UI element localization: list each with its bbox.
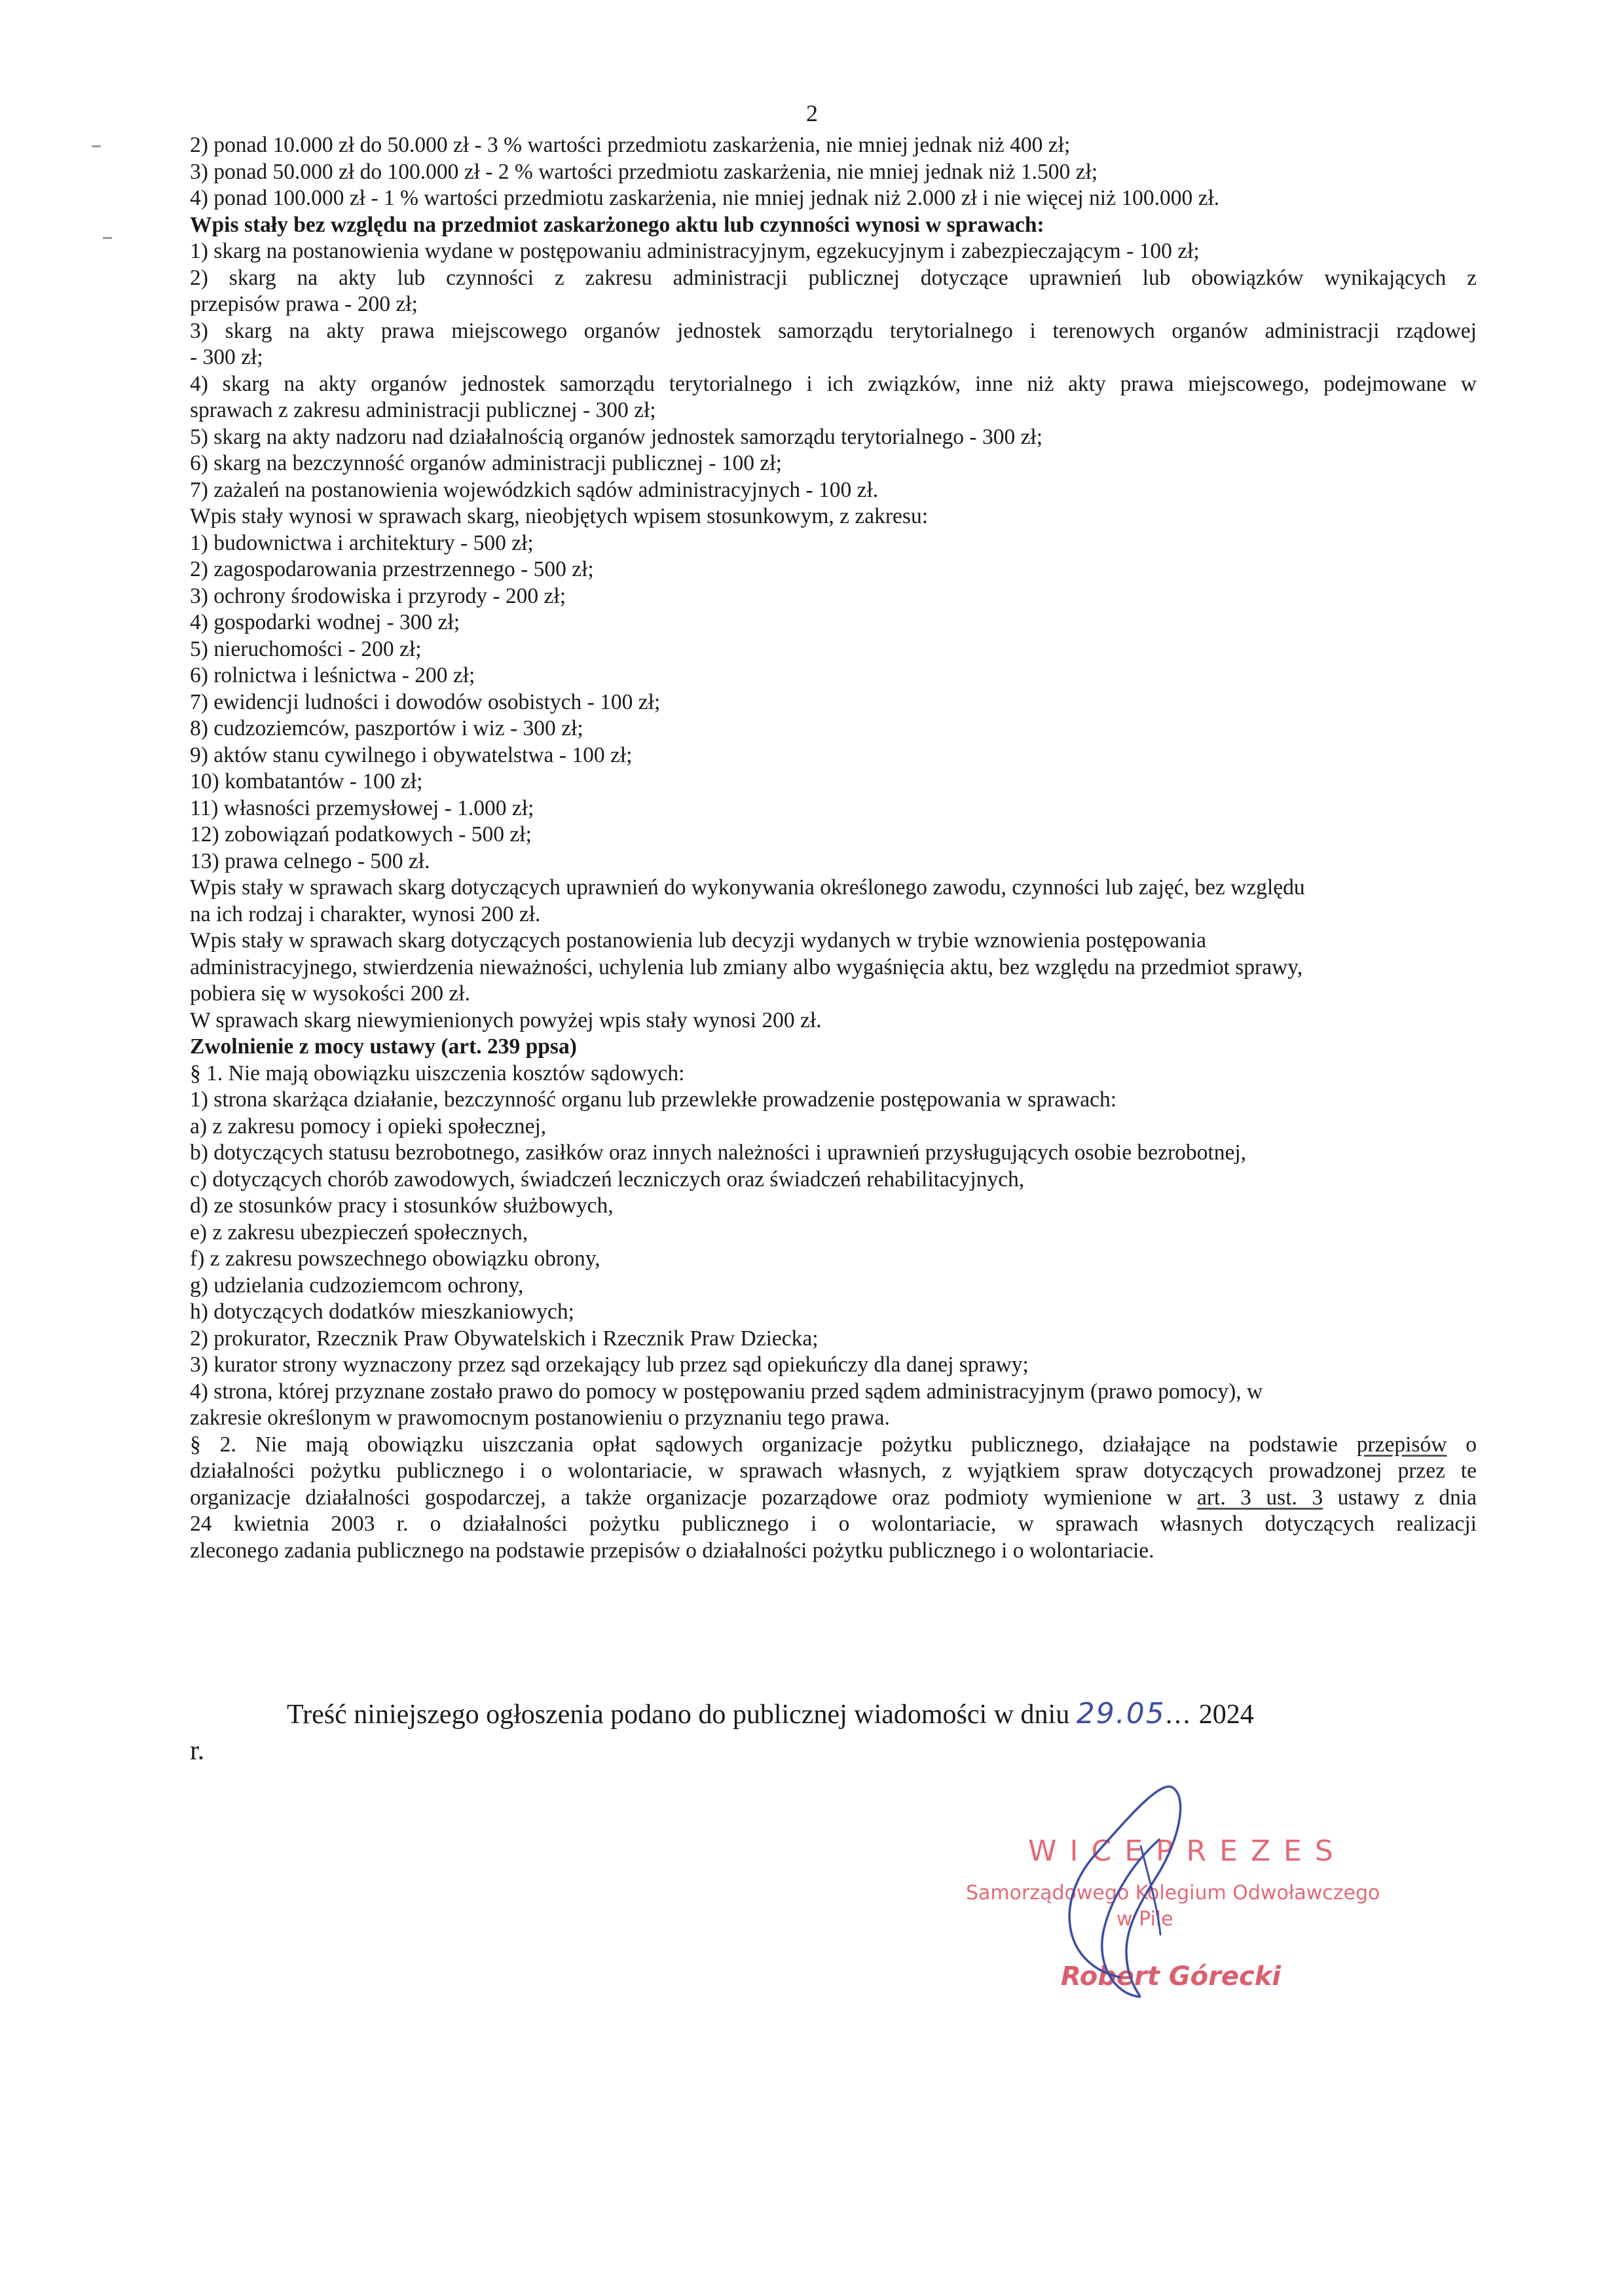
subject-fee-item: 5) nieruchomości - 200 zł; <box>190 636 422 661</box>
announcement-text: Treść niniejszego ogłoszenia podano do publicznej wiadomości w dniu <box>287 1700 1070 1730</box>
exemption-sub-item: d) ze stosunków pracy i stosunków służbowych, <box>190 1194 614 1218</box>
reopening-fee-line: pobiera się w wysokości 200 zł. <box>190 981 470 1006</box>
fixed-fee-item-cont: przepisów prawa - 200 zł; <box>190 292 418 316</box>
fixed-fee-heading: Wpis stały bez względu na przedmiot zaskarżonego aktu lub czynności wynosi w sprawach: <box>190 212 1044 237</box>
exemption-s2-text: organizacje działalności gospodarczej, a także organizacje pozarządowe oraz podmioty wymienione w <box>190 1485 1183 1510</box>
profession-fee-line: Wpis stały w sprawach skarg dotyczących uprawnień do wykonywania określonego zawodu, czynności lub zajęć, bez względu <box>190 875 1305 900</box>
exemption-point: 3) kurator strony wyznaczony przez sąd orzekający lub przez sąd opiekuńczy dla danej sprawy; <box>190 1353 1029 1377</box>
subject-fee-item: 13) prawa celnego - 500 zł. <box>190 848 430 873</box>
official-stamp <box>963 1768 1421 2043</box>
fixed-fee-item: 7) zażaleń na postanowienia wojewódzkich sądów administracyjnych - 100 zł. <box>190 477 879 502</box>
exemption-s2-line <box>190 1432 1477 1459</box>
profession-fee-line: na ich rodzaj i charakter, wynosi 200 zł. <box>190 902 541 926</box>
exemption-s2-line: zleconego zadania publicznego na podstawie przepisów o działalności pożytku publicznego i o wolontariacie. <box>190 1538 1154 1563</box>
stamp-institution: Samorządowego Kolegium Odwoławczego <box>966 1882 1380 1904</box>
fixed-fee-item: 6) skarg na bezczynność organów administracji publicznej - 100 zł; <box>190 451 782 475</box>
date-dots: ... <box>1165 1700 1192 1730</box>
subject-fee-intro: Wpis stały wynosi w sprawach skarg, nieobjętych wpisem stosunkowym, z zakresu: <box>190 504 929 528</box>
subject-fee-item: 10) kombatantów - 100 zł; <box>190 769 423 793</box>
fixed-fee-item: 1) skarg na postanowienia wydane w postępowaniu administracyjnym, egzekucyjnym i zabezpieczającym - 100 zł; <box>190 239 1200 263</box>
exemption-s2-line: 24 kwietnia 2003 r. o działalności pożytku publicznego i o wolontariacie, w sprawach własnych dotyczących realizacji <box>190 1512 1477 1536</box>
exemption-sub-item: h) dotyczących dodatków mieszkaniowych; <box>190 1300 574 1324</box>
exemption-sub-item: b) dotyczących statusu bezrobotnego, zasiłków oraz innych należności i uprawnień przysługujących osobie bezrobotnej, <box>190 1140 1247 1165</box>
exemption-point: 2) prokurator, Rzecznik Praw Obywatelskich i Rzecznik Praw Dziecka; <box>190 1326 819 1351</box>
stamp-city: w Pile <box>1116 1908 1173 1931</box>
exemption-sub-item: g) udzielania cudzoziemcom ochrony, <box>190 1273 524 1298</box>
stamp-title: WICEPREZES <box>1028 1834 1346 1868</box>
scan-mark <box>103 237 112 239</box>
fixed-fee-item: 5) skarg na akty nadzoru nad działalnością organów jednostek samorządu terytorialnego - 300 zł; <box>190 424 1043 449</box>
exemption-sub-item: f) z zakresu powszechnego obowiązku obrony, <box>190 1247 600 1271</box>
art-3-ust-3-link[interactable]: art. 3 ust. 3 <box>1196 1485 1323 1510</box>
fixed-fee-item-cont: sprawach z zakresu administracji publicznej - 300 zł; <box>190 398 656 422</box>
subject-fee-item: 9) aktów stanu cywilnego i obywatelstwa - 100 zł; <box>190 742 633 767</box>
exemption-s2-text: ustawy z dnia <box>1337 1485 1477 1510</box>
subject-fee-item: 8) cudzoziemców, paszportów i wiz - 300 zł; <box>190 716 583 740</box>
stamp-name: Robert Górecki <box>1061 1961 1282 1992</box>
subject-fee-item: 4) gospodarki wodnej - 300 zł; <box>190 610 460 634</box>
fixed-fee-item: 2) skarg na akty lub czynności z zakresu administracji publicznej dotyczące uprawnień lub obowiązków wynikających z <box>190 265 1477 290</box>
subject-fee-item: 11) własności przemysłowej - 1.000 zł; <box>190 795 534 820</box>
fee-line: 2) ponad 10.000 zł do 50.000 zł - 3 % wartości przedmiotu zaskarżenia, nie mniej jednak niż 400 zł; <box>190 133 1071 157</box>
announcement-suffix: r. <box>190 1736 205 1766</box>
fixed-fee-item-cont: - 300 zł; <box>190 345 263 369</box>
exemption-s2-text: § 2. Nie mają obowiązku uiszczania opłat sądowych organizacje pożytku publicznego, działające na podstawie <box>190 1432 1338 1457</box>
exemption-s1-intro: § 1. Nie mają obowiązku uiszczenia kosztów sądowych: <box>190 1061 685 1085</box>
document-body <box>190 132 1477 1564</box>
exemption-heading: Zwolnienie z mocy ustawy (art. 239 ppsa) <box>190 1034 577 1059</box>
exemption-sub-item: a) z zakresu pomocy i opieki społecznej, <box>190 1114 547 1139</box>
reopening-fee-line: administracyjnego, stwierdzenia nieważności, uchylenia lub zmiany albo wygaśnięcia aktu, bez względu na przedmiot sprawy, <box>190 955 1303 979</box>
exemption-sub-item: e) z zakresu ubezpieczeń społecznych, <box>190 1220 528 1245</box>
subject-fee-item: 1) budownictwa i architektury - 500 zł; <box>190 530 534 555</box>
exemption-point-cont: zakresie określonym w prawomocnym postanowieniu o przyznaniu tego prawa. <box>190 1406 890 1430</box>
exemption-sub-item: c) dotyczących chorób zawodowych, świadczeń leczniczych oraz świadczeń rehabilitacyjnych, <box>190 1167 1025 1192</box>
exemption-s2-line <box>190 1485 1477 1512</box>
fixed-fee-item: 4) skarg na akty organów jednostek samorządu terytorialnego i ich związków, inne niż akty prawa miejscowego, podejmowane w <box>190 371 1477 396</box>
subject-fee-item: 7) ewidencji ludności i dowodów osobistych - 100 zł; <box>190 689 661 714</box>
przepisow-link[interactable]: przepisów <box>1356 1432 1447 1457</box>
handwritten-date: 29.05 <box>1076 1697 1166 1730</box>
subject-fee-item: 12) zobowiązań podatkowych - 500 zł; <box>190 822 532 847</box>
exemption-point: 4) strona, której przyznane zostało prawo do pomocy w postępowaniu przed sądem administracyjnym (prawo pomocy), w <box>190 1379 1263 1404</box>
fee-line: 4) ponad 100.000 zł - 1 % wartości przedmiotu zaskarżenia, nie mniej jednak niż 2.000 zł i nie więcej niż 100.000 zł. <box>190 186 1220 210</box>
announcement-year: 2024 <box>1198 1700 1254 1730</box>
subject-fee-item: 3) ochrony środowiska i przyrody - 200 zł; <box>190 583 566 608</box>
exemption-point: 1) strona skarżąca działanie, bezczynność organu lub przewlekłe prowadzenie postępowania w sprawach: <box>190 1087 1117 1112</box>
exemption-s2-line: działalności pożytku publicznego i o wolontariacie, w sprawach własnych, z wyjątkiem spraw dotyczących prowadzonej przez te <box>190 1459 1477 1483</box>
subject-fee-item: 6) rolnictwa i leśnictwa - 200 zł; <box>190 663 475 687</box>
subject-fee-item: 2) zagospodarowania przestrzennego - 500 zł; <box>190 557 594 581</box>
scan-mark <box>92 145 101 147</box>
reopening-fee-line: Wpis stały w sprawach skarg dotyczących postanowienia lub decyzji wydanych w trybie wznowienia postępowania <box>190 928 1207 953</box>
fixed-fee-item: 3) skarg na akty prawa miejscowego organów jednostek samorządu terytorialnego i terenowych organów administracji rządowej <box>190 318 1477 343</box>
handwritten-signature <box>963 1768 1421 2043</box>
announcement-line <box>287 1697 1254 1730</box>
page-number: 2 <box>806 100 818 126</box>
exemption-s2-text: o <box>1466 1432 1477 1457</box>
fee-line: 3) ponad 50.000 zł do 100.000 zł - 2 % wartości przedmiotu zaskarżenia, nie mniej jednak niż 1.500 zł; <box>190 159 1098 184</box>
other-cases-fee: W sprawach skarg niewymienionych powyżej wpis stały wynosi 200 zł. <box>190 1008 822 1032</box>
